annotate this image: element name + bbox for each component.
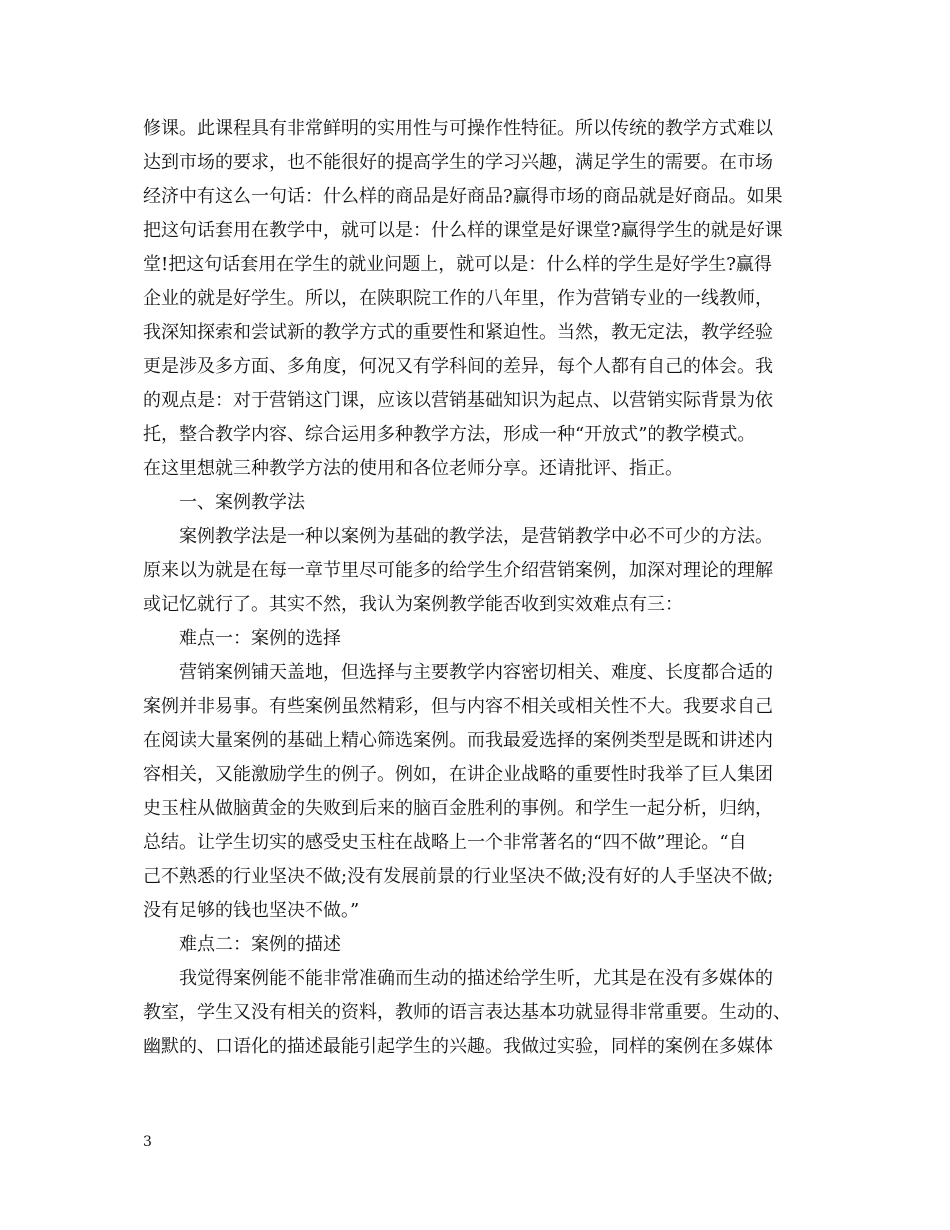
subheading-difficulty-one: 难点一：案例的选择 [143,628,341,649]
text-line-23: 己不熟悉的行业坚决不做;没有发展前景的行业坚决不做;没有好的人手坚决不做; [143,866,774,887]
text-line-27: 教室，学生又没有相关的资料，教师的语言表达基本功就显得非常重要。生动的、 [143,1002,791,1023]
text-line-17: 营销案例铺天盖地，但选择与主要教学内容密切相关、难度、长度都合适的 [143,662,773,683]
page-number: 3 [143,1134,152,1150]
section-heading-case-method: 一、案例教学法 [143,492,305,513]
text-line-8: 更是涉及多方面、多角度，何况又有学科间的差异，每个人都有自己的体会。我 [143,356,773,377]
text-line-2: 达到市场的要求，也不能很好的提高学生的学习兴趣，满足学生的需要。在市场 [143,152,773,173]
text-line-3: 经济中有这么一句话：什么样的商品是好商品?赢得市场的商品就是好商品。如果 [143,186,783,207]
text-line-5: 堂!把这句话套用在学生的就业问题上，就可以是：什么样的学生是好学生?赢得 [143,254,772,275]
text-line-13: 案例教学法是一种以案例为基础的教学法，是营销教学中必不可少的方法。 [143,526,773,547]
text-line-26: 我觉得案例能不能非常准确而生动的描述给学生听，尤其是在没有多媒体的 [143,968,773,989]
text-line-21: 史玉柱从做脑黄金的失败到后来的脑百金胜利的事例。和学生一起分析，归纳， [143,798,773,819]
text-line-11: 在这里想就三种教学方法的使用和各位老师分享。还请批评、指正。 [143,458,683,479]
text-line-14: 原来以为就是在每一章节里尽可能多的给学生介绍营销案例，加深对理论的理解 [143,560,773,581]
text-line-7: 我深知探索和尝试新的教学方式的重要性和紧迫性。当然，教无定法，教学经验 [143,322,773,343]
text-line-19: 在阅读大量案例的基础上精心筛选案例。而我最爱选择的案例类型是既和讲述内 [143,730,773,751]
text-line-20: 容相关，又能激励学生的例子。例如，在讲企业战略的重要性时我举了巨人集团 [143,764,773,785]
text-line-6: 企业的就是好学生。所以，在陕职院工作的八年里，作为营销专业的一线教师， [143,288,773,309]
body-text [143,112,815,1064]
text-line-22: 总结。让学生切实的感受史玉柱在战略上一个非常著名的“四不做”理论。“自 [143,832,747,853]
text-line-24: 没有足够的钱也坚决不做。” [143,900,360,921]
subheading-difficulty-two: 难点二：案例的描述 [143,934,341,955]
text-line-9: 的观点是：对于营销这门课，应该以营销基础知识为起点、以营销实际背景为依 [143,390,773,411]
text-line-15: 或记忆就行了。其实不然，我认为案例教学能否收到实效难点有三： [143,594,683,615]
text-line-10: 托，整合教学内容、综合运用多种教学方法，形成一种“开放式”的教学模式。 [143,424,756,445]
text-line-28: 幽默的、口语化的描述最能引起学生的兴趣。我做过实验，同样的案例在多媒体 [143,1036,773,1057]
text-line-1: 修课。此课程具有非常鲜明的实用性与可操作性特征。所以传统的教学方式难以 [143,118,773,139]
text-line-4: 把这句话套用在教学中，就可以是：什么样的课堂是好课堂?赢得学生的就是好课 [143,220,783,241]
text-line-18: 案例并非易事。有些案例虽然精彩，但与内容不相关或相关性不大。我要求自己 [143,696,773,717]
